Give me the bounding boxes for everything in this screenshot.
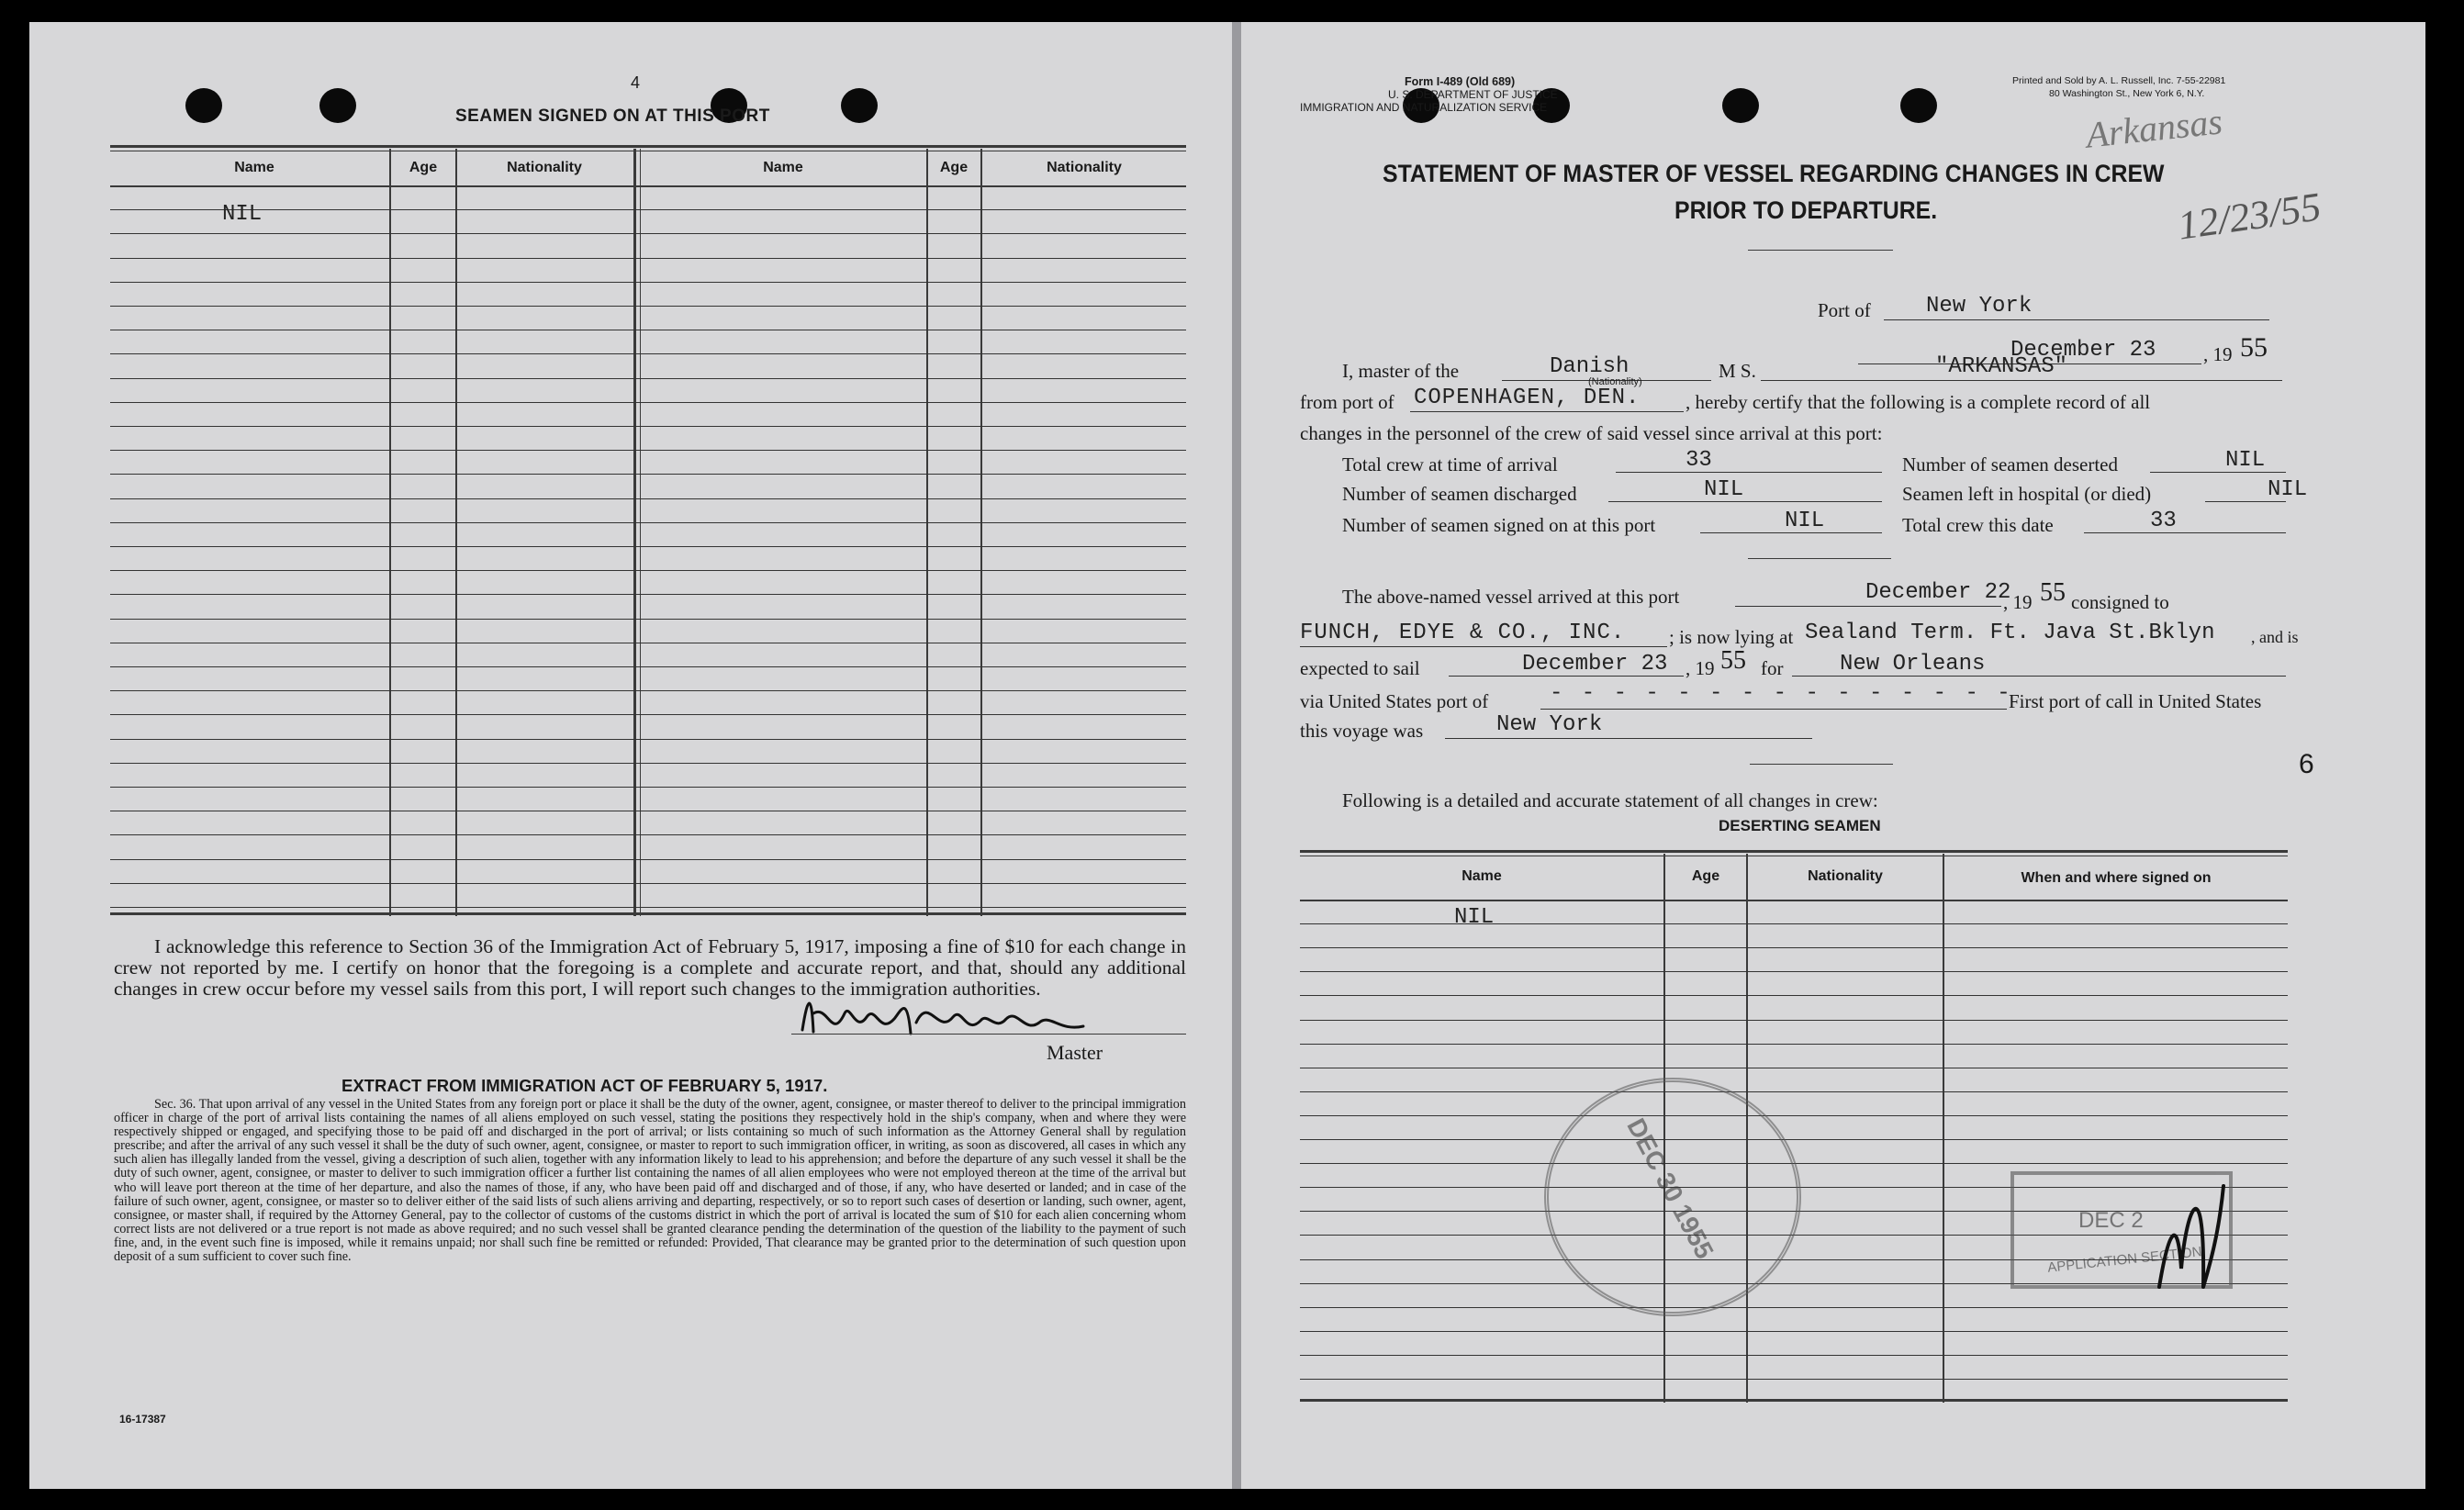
- table-row-line: [110, 594, 1186, 595]
- table-row-line: [1300, 1139, 2288, 1140]
- table-row-line: [1300, 1379, 2288, 1380]
- arrived-year: 55: [2040, 578, 2066, 607]
- form-title-line-1: STATEMENT OF MASTER OF VESSEL REGARDING CHANGES IN CREW: [1383, 160, 2165, 187]
- expected-label: expected to sail: [1300, 657, 1420, 679]
- from-port-value: COPENHAGEN, DEN.: [1414, 386, 1641, 410]
- form-code: 16-17387: [119, 1413, 166, 1426]
- via-label: via United States port of: [1300, 690, 1489, 712]
- received-stamp-date: DEC 2: [2078, 1208, 2144, 1233]
- first-entry: NIL: [222, 202, 263, 227]
- expected-date: December 23: [1522, 652, 1668, 677]
- table-row-line: [1300, 995, 2288, 996]
- and-is-label: , and is: [2251, 628, 2299, 646]
- master-of-label: I, master of the: [1342, 360, 1460, 382]
- table-row-line: [1300, 1091, 2288, 1092]
- left-page: [29, 22, 1232, 1489]
- consignee: FUNCH, EDYE & CO., INC.: [1300, 621, 1626, 645]
- arrived-year-prefix: , 19: [2003, 591, 2033, 613]
- punch-hole: [185, 88, 222, 123]
- lying-label: ; is now lying at: [1669, 626, 1794, 648]
- printer-line-2: 80 Washington St., New York 6, N.Y.: [2049, 88, 2205, 99]
- seamen-hospital-label: Seamen left in hospital (or died): [1902, 483, 2152, 505]
- initials-mark: [2150, 1149, 2233, 1305]
- seamen-signed-value: NIL: [1785, 509, 1825, 533]
- total-crew-date-value: 33: [2150, 509, 2177, 533]
- table-row-line: [110, 690, 1186, 691]
- table-row-line: [110, 474, 1186, 475]
- table-row-line: [110, 353, 1186, 354]
- consigned-label: consigned to: [2071, 591, 2169, 613]
- table-row-line: [110, 883, 1186, 884]
- table-row-line: [110, 907, 1186, 908]
- table-row-line: [110, 522, 1186, 523]
- table-row-line: [110, 426, 1186, 427]
- table-row-line: [1300, 971, 2288, 972]
- from-port-label: from port of: [1300, 391, 1394, 413]
- table-row-line: [1300, 1331, 2288, 1332]
- total-crew-arrival-value: 33: [1686, 448, 1712, 473]
- margin-number: 6: [2299, 749, 2314, 779]
- desert-col-signed-on: When and where signed on: [2021, 870, 2212, 886]
- page-number: 4: [631, 73, 641, 92]
- first-port-label: First port of call in United States: [2009, 690, 2262, 712]
- arrived-label: The above-named vessel arrived at this port: [1342, 586, 1680, 608]
- seamen-discharged-label: Number of seamen discharged: [1342, 483, 1577, 505]
- punch-hole: [1722, 88, 1759, 123]
- desert-first-entry: NIL: [1454, 905, 1495, 930]
- form-number: Form I-489 (Old 689): [1405, 75, 1516, 88]
- arrived-date: December 22: [1865, 580, 2011, 605]
- desert-col-age: Age: [1691, 868, 1720, 884]
- punch-hole: [319, 88, 356, 123]
- port-label: Port of: [1818, 299, 1871, 321]
- nationality-value: Danish: [1550, 354, 1630, 379]
- table-row-line: [110, 570, 1186, 571]
- table-row-line: [110, 378, 1186, 379]
- table-row-line: [110, 834, 1186, 835]
- lying-value: Sealand Term. Ft. Java St.Bklyn: [1805, 621, 2215, 645]
- extract-text: Sec. 36. That upon arrival of any vessel in the United States from any foreign port or place it shall be the duty of the owner, agent, consignee, or master thereof to deliver to the principal immigration officer in charge of the port of arrival lists containing the names of all aliens employed on such vessel, stating the positions they respectively hold in the ship's company, when and where they were respectively shipped or engaged, and specifying those to be paid off and discharged in the port of arrival; or lists containing so much of such information as the Attorney General shall by regulation prescribe; and after the arrival of any such vessel it shall be the duty of such owner, agent, consignee, or master to report to such immigration officer, in writing, as soon as discovered, all cases in which any such alien has illegally landed from the vessel, giving a description of such alien, together with any information likely to lead to his apprehension; and before the departure of any such vessel it shall be the duty of such owner, agent, consignee, or master to deliver to such immigration officer a further list containing the names of all alien employees who were not employed thereon at the time of the arrival but who will leave port thereon at the time of her departure, and also the names of those, if any, who have been paid off and discharged and of those, if any, who have deserted or landed; and in case of the failure of such owner, agent, consignee, or master so to deliver either of the said lists of such aliens arriving and departing, respectively, or so to report such cases of desertion or landing, such owner, agent, consignee, or master shall, if required by the Attorney General, pay to the collector of customs of the customs district in which the port of arrival is located the sum of $10 for each alien concerning whom correct lists are not delivered or a true report is not made as above required; and no such vessel shall be granted clearance pending the determination of the question of the liability to the payment of such fine, and, in the event such fine is imposed, while it remains unpaid; nor shall such fine be remitted or refunded: Provided, That clearance may be granted prior to the determination of such question upon deposit of a sum sufficient to cover such fine.: [114, 1097, 1186, 1265]
- col-name: Name: [234, 160, 274, 175]
- col-nationality: Nationality: [507, 160, 582, 175]
- book-gutter: [1232, 22, 1241, 1489]
- section-title: SEAMEN SIGNED ON AT THIS PORT: [455, 106, 770, 126]
- vessel-type: M S.: [1719, 360, 1756, 382]
- table-row-line: [110, 666, 1186, 667]
- table-row-line: [1300, 1307, 2288, 1308]
- service-name: IMMIGRATION AND NATURALIZATION SERVICE: [1300, 101, 1548, 114]
- table-row-line: [110, 402, 1186, 403]
- table-row-line: [1300, 923, 2288, 924]
- table-row-line: [110, 859, 1186, 860]
- received-stamp-text: APPLICATION SECTION: [2046, 1244, 2203, 1276]
- vessel-name: "ARKANSAS": [1935, 354, 2068, 379]
- table-row-line: [110, 258, 1186, 259]
- total-crew-date-label: Total crew this date: [1902, 514, 2054, 536]
- department: U. S. DEPARTMENT OF JUSTICE: [1388, 88, 1558, 101]
- certify-text: , hereby certify that the following is a complete record of all: [1686, 391, 2151, 413]
- extract-title: EXTRACT FROM IMMIGRATION ACT OF FEBRUARY 5, 1917.: [342, 1076, 828, 1095]
- right-page: [1241, 22, 2425, 1489]
- col-age: Age: [409, 160, 438, 175]
- table-row-line: [110, 763, 1186, 764]
- punch-hole: [1900, 88, 1937, 123]
- table-row-line: [1300, 1115, 2288, 1116]
- handwritten-note: Arkansas: [2084, 100, 2224, 156]
- changes-text: changes in the personnel of the crew of said vessel since arrival at this port:: [1300, 422, 1883, 444]
- destination: New Orleans: [1840, 652, 1986, 677]
- col-age-2: Age: [939, 160, 969, 175]
- table-row-line: [1300, 1044, 2288, 1045]
- year-prefix: , 19: [2203, 343, 2233, 365]
- port-value: New York: [1926, 294, 2033, 319]
- seamen-signed-label: Number of seamen signed on at this port: [1342, 514, 1656, 536]
- table-row-line: [110, 209, 1186, 210]
- round-stamp-date: DEC 30 1955: [1621, 1113, 1719, 1264]
- punch-hole: [841, 88, 878, 123]
- total-crew-arrival-label: Total crew at time of arrival: [1342, 453, 1558, 475]
- table-row-line: [110, 714, 1186, 715]
- printer-line-1: Printed and Sold by A. L. Russell, Inc. 7-55-22981: [2012, 75, 2226, 86]
- table-row-line: [1300, 1020, 2288, 1021]
- round-stamp: [1544, 1078, 1801, 1316]
- table-row-line: [110, 787, 1186, 788]
- seamen-deserted-value: NIL: [2225, 448, 2266, 473]
- table-row-line: [110, 546, 1186, 547]
- voyage-label: this voyage was: [1300, 720, 1424, 742]
- table-row-line: [110, 306, 1186, 307]
- table-row-line: [110, 282, 1186, 283]
- seamen-hospital-value: NIL: [2268, 477, 2308, 502]
- col-name-2: Name: [763, 160, 803, 175]
- for-label: for: [1761, 657, 1784, 679]
- table-row-line: [1300, 1355, 2288, 1356]
- via-value: - - - - - - - - - - - - - - -: [1550, 681, 2013, 706]
- following-text: Following is a detailed and accurate statement of all changes in crew:: [1342, 789, 1878, 811]
- expected-year-prefix: , 19: [1686, 657, 1715, 679]
- table-row-line: [110, 498, 1186, 499]
- year-value: 55: [2240, 332, 2268, 363]
- expected-year: 55: [1720, 646, 1746, 675]
- acknowledgment-text: I acknowledge this reference to Section 36 of the Immigration Act of February 5, 1917, imposing a fine of $10 for each change in crew not reported by me. I certify on honor that the foregoing is a complete and accurate report, and that, should any additional changes in crew occur before my vessel sails from this port, I will report such changes to the immigration authorities.: [114, 935, 1186, 1000]
- table-row-line: [110, 233, 1186, 234]
- date-value: December 23: [2010, 338, 2156, 363]
- desert-col-name: Name: [1462, 868, 1502, 884]
- table-row-line: [110, 619, 1186, 620]
- master-label: Master: [1047, 1041, 1103, 1064]
- seamen-discharged-value: NIL: [1704, 477, 1744, 502]
- col-nationality-2: Nationality: [1047, 160, 1122, 175]
- deserting-title: DESERTING SEAMEN: [1719, 817, 1881, 834]
- table-row-line: [110, 739, 1186, 740]
- table-row-line: [110, 450, 1186, 451]
- handwritten-date: 12/23/55: [2175, 184, 2324, 249]
- seamen-deserted-label: Number of seamen deserted: [1902, 453, 2118, 475]
- nationality-caption: (Nationality): [1588, 376, 1642, 387]
- voyage-value: New York: [1496, 712, 1603, 737]
- desert-col-nationality: Nationality: [1808, 868, 1883, 884]
- form-title-line-2: PRIOR TO DEPARTURE.: [1674, 196, 1938, 224]
- table-row-line: [1300, 947, 2288, 948]
